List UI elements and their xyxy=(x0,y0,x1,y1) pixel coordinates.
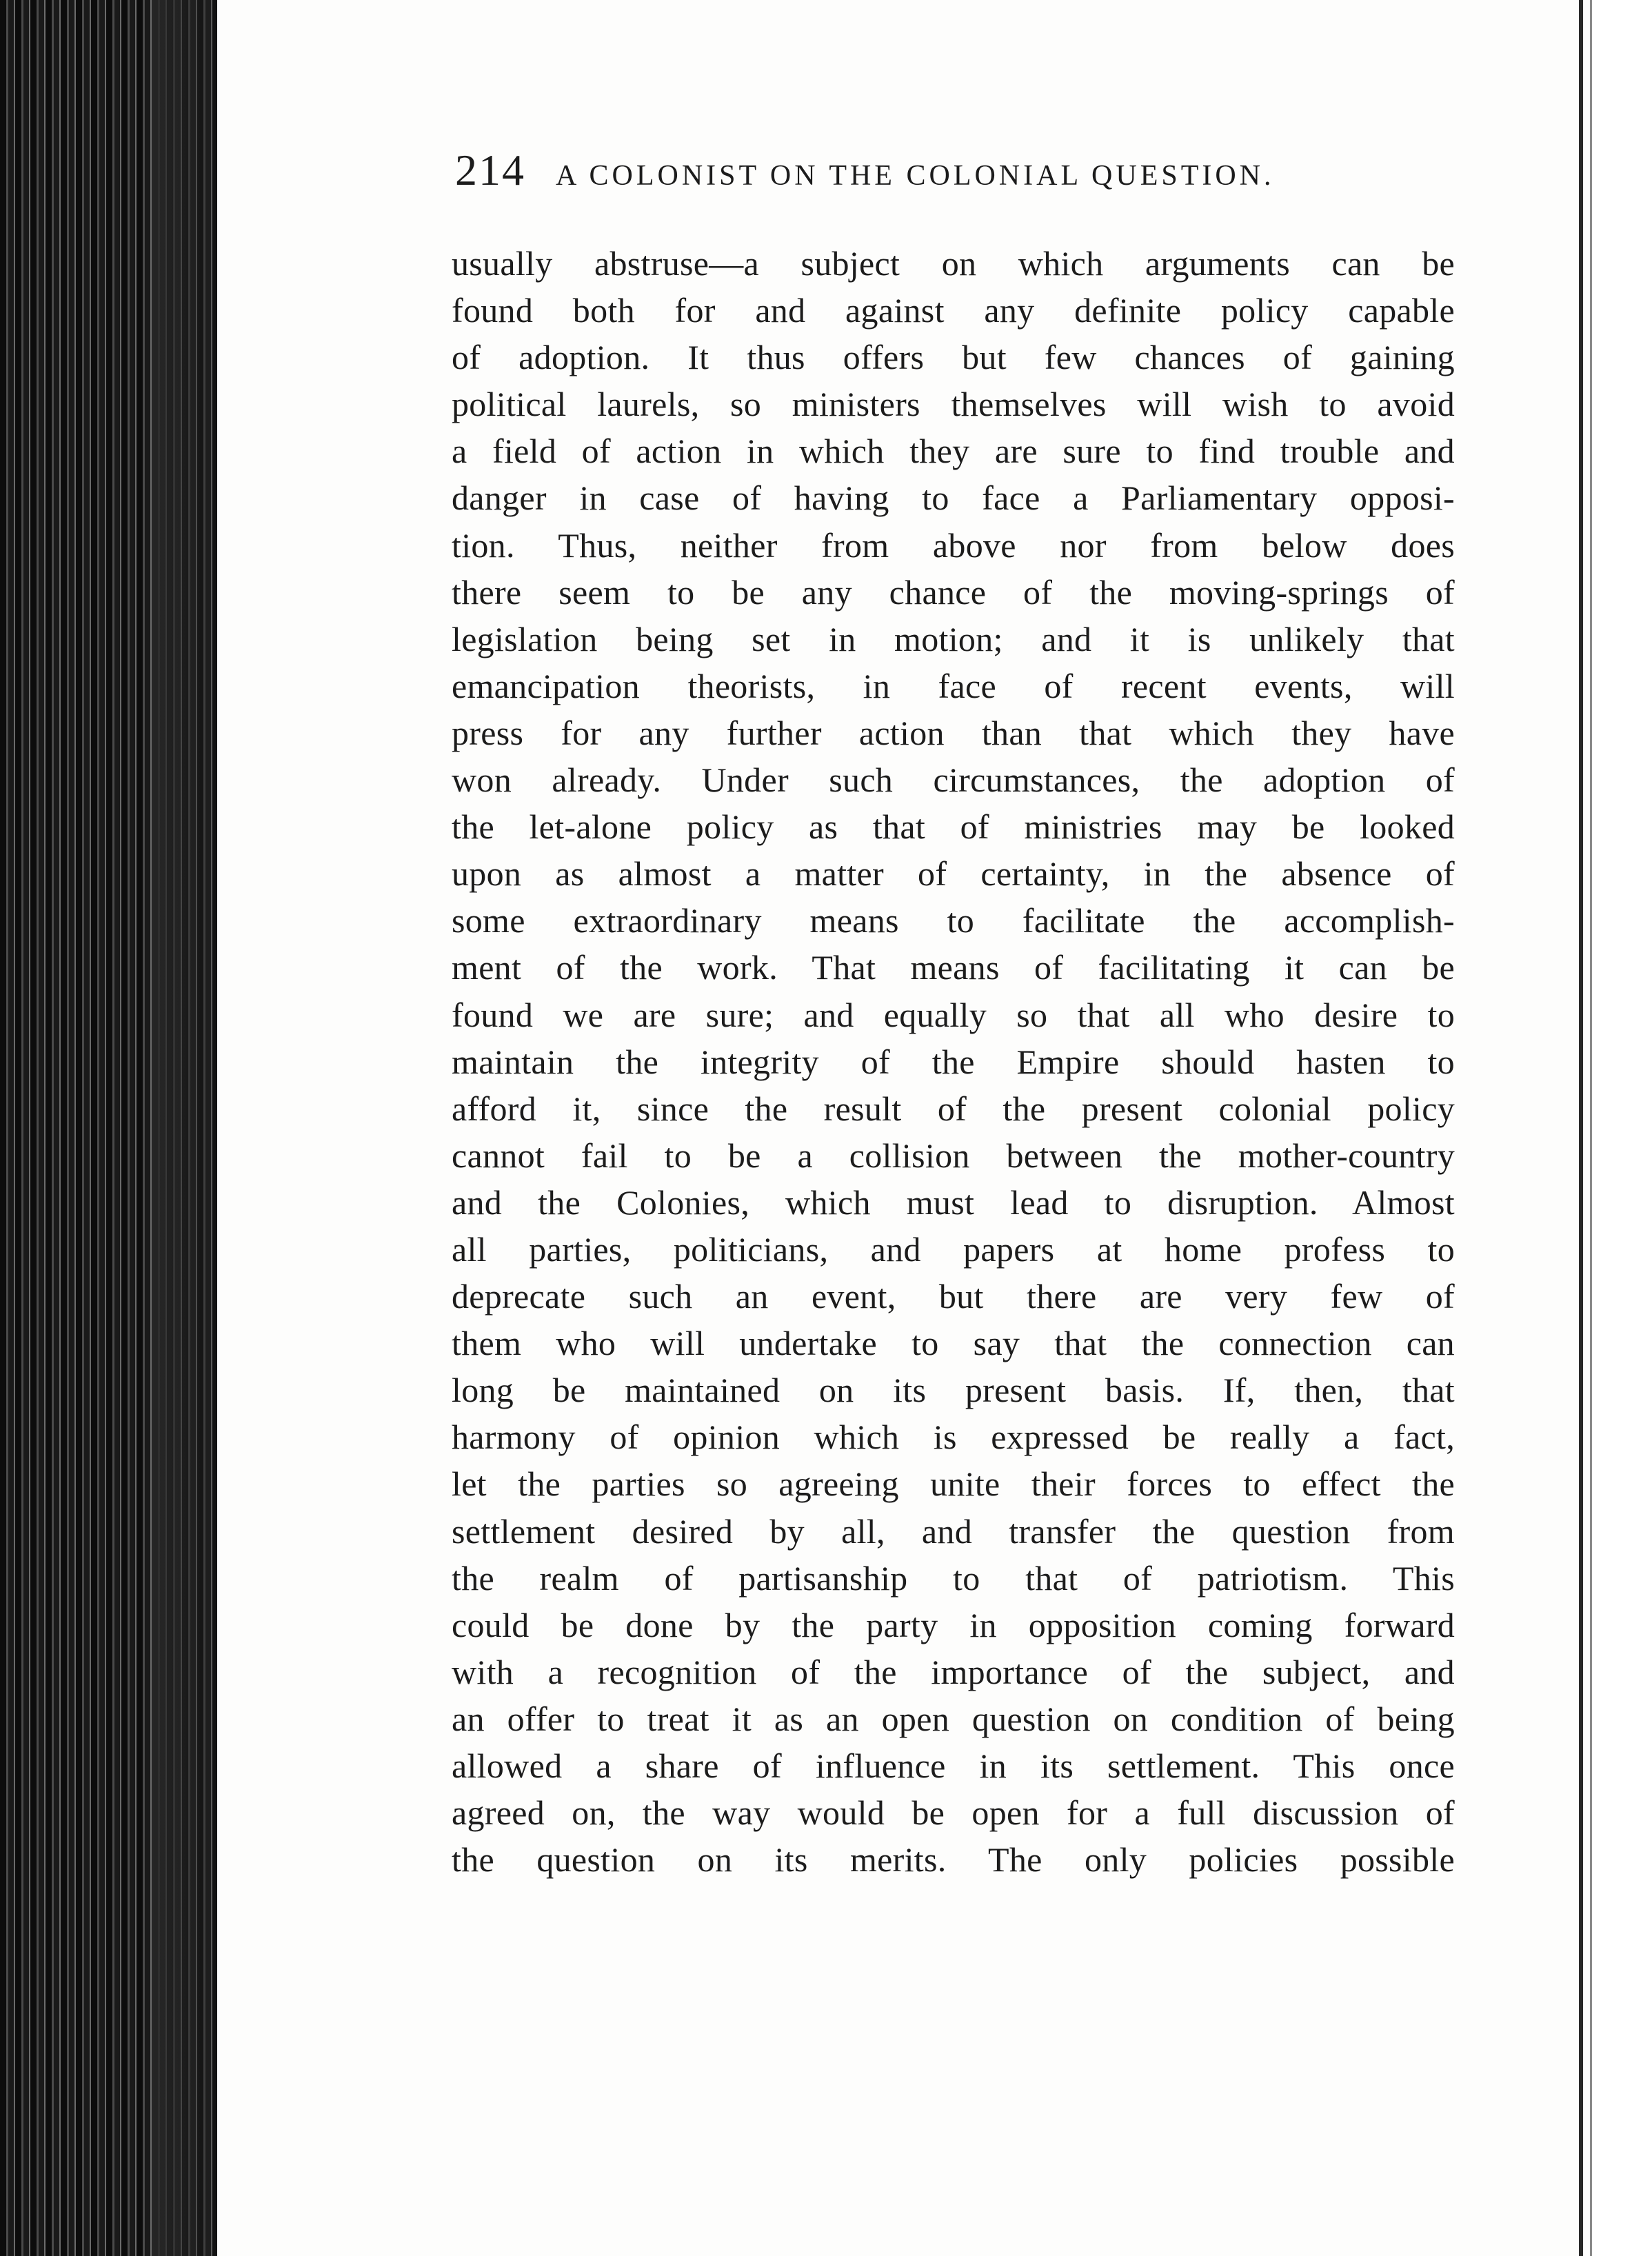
page-header xyxy=(455,145,1379,200)
text-line: press for any further action than that which they have xyxy=(452,713,1455,752)
text-line: allowed a share of influence in its settlement. This once xyxy=(452,1746,1455,1785)
text-line: a field of action in which they are sure to find trouble and xyxy=(452,432,1455,471)
text-line: them who will undertake to say that the connection can xyxy=(452,1324,1455,1363)
text-line: danger in case of having to face a Parliamentary opposi- xyxy=(452,479,1455,518)
text-line: maintain the integrity of the Empire should hasten to xyxy=(452,1042,1455,1081)
text-line: legislation being set in motion; and it is unlikely that xyxy=(452,619,1455,658)
page-number: 214 xyxy=(455,145,525,194)
text-line: and the Colonies, which must lead to disruption. Almost xyxy=(452,1182,1455,1222)
text-line: the question on its merits. The only policies possible xyxy=(452,1840,1455,1880)
text-line: harmony of opinion which is expressed be really a fact, xyxy=(452,1418,1455,1457)
text-line: some extraordinary means to facilitate the accomplish- xyxy=(452,901,1455,940)
text-line: political laurels, so ministers themselves will wish to avoid xyxy=(452,385,1455,424)
body-text xyxy=(452,240,1455,1883)
text-line: agreed on, the way would be open for a full discussion of xyxy=(452,1793,1455,1833)
text-line: let the parties so agreeing unite their forces to effect the xyxy=(452,1464,1455,1504)
text-line: tion. Thus, neither from above nor from below does xyxy=(452,525,1455,565)
text-line: usually abstruse—a subject on which arguments can be xyxy=(452,244,1455,283)
text-line: afford it, since the result of the present colonial policy xyxy=(452,1089,1455,1128)
text-line: there seem to be any chance of the moving-springs of xyxy=(452,572,1455,612)
text-line: cannot fail to be a collision between the mother-country xyxy=(452,1136,1455,1175)
text-line: found both for and against any definite policy capable xyxy=(452,291,1455,330)
text-line: long be maintained on its present basis. If, then, that xyxy=(452,1371,1455,1410)
text-line: deprecate such an event, but there are very few of xyxy=(452,1277,1455,1316)
text-line: an offer to treat it as an open question on condition of being xyxy=(452,1699,1455,1738)
text-line: could be done by the party in opposition coming forward xyxy=(452,1605,1455,1644)
text-line: the realm of partisanship to that of patriotism. This xyxy=(452,1558,1455,1598)
text-line: emancipation theorists, in face of recent events, will xyxy=(452,666,1455,705)
text-line: the let-alone policy as that of ministries may be looked xyxy=(452,807,1455,847)
text-line: with a recognition of the importance of the subject, and xyxy=(452,1652,1455,1691)
text-line: of adoption. It thus offers but few chances of gaining xyxy=(452,338,1455,377)
text-line: won already. Under such circumstances, the adoption of xyxy=(452,761,1455,800)
text-line: all parties, politicians, and papers at home profess to xyxy=(452,1229,1455,1269)
text-line: found we are sure; and equally so that all who desire to xyxy=(452,995,1455,1034)
next-leaf-edge xyxy=(1579,0,1652,2256)
text-line: ment of the work. That means of facilitating it can be xyxy=(452,948,1455,987)
running-title: A COLONIST ON THE COLONIAL QUESTION. xyxy=(556,160,1275,192)
text-line: settlement desired by all, and transfer the question from xyxy=(452,1511,1455,1551)
text-line: upon as almost a matter of certainty, in the absence of xyxy=(452,854,1455,894)
